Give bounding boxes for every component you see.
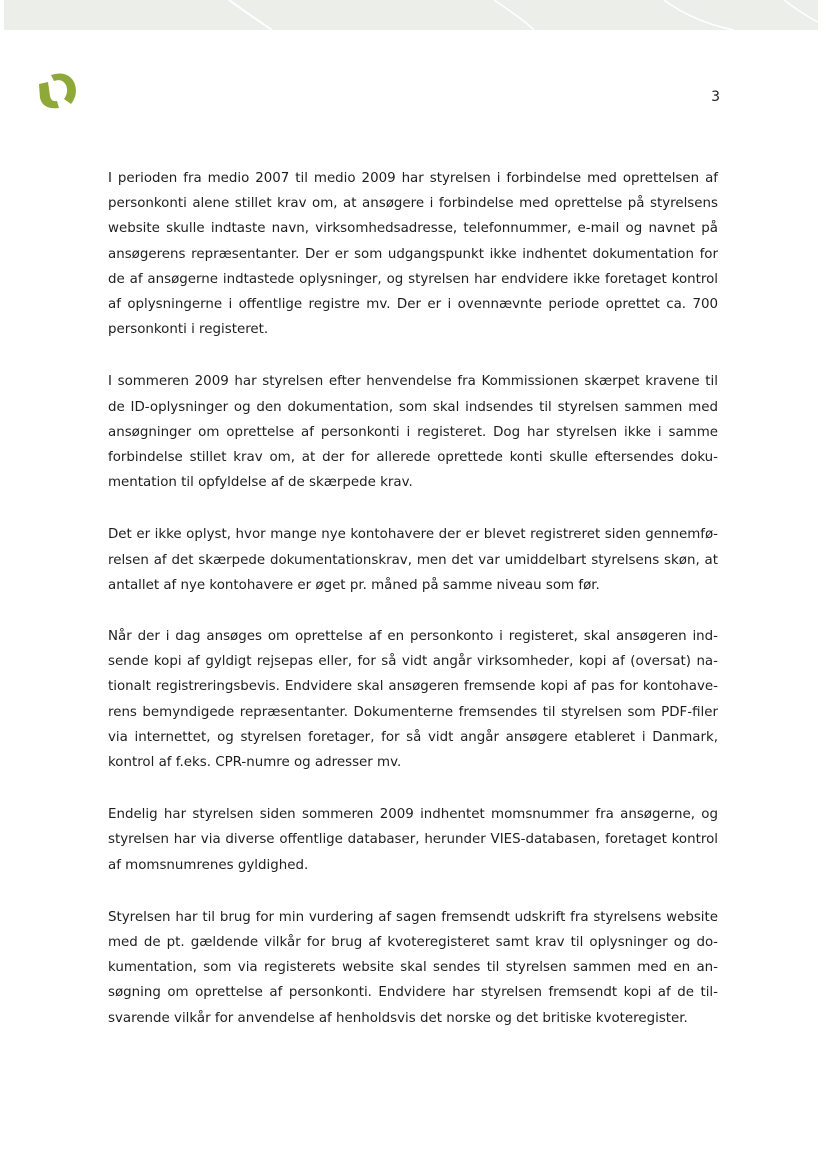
- paragraph: I perioden fra medio 2007 til medio 2009 har styrelsen i forbindelse med oprettelsen af personkonti alene stillet krav om, at ansøgere i forbindelse med oprettelse på styrelsens website skulle indtaste navn, virksomhedsadresse, telefonnummer, e-mail og navnet på ansøgerens repræsentanter. Der er som udgangspunkt ikke indhentet dokumentation for de af ansøgerne indtastede oplysninger, og styrelsen har endvidere ikke foretaget kontrol af oplysningerne i offentlige registre mv. Der er i ovennævnte periode oprettet ca. 700 personkonti i registeret.: [108, 171, 718, 338]
- paragraph: Styrelsen har til brug for min vurdering af sagen fremsendt udskrift fra styrelsens website med de pt. gældende vilkår for brug af kvoteregisteret samt krav til oplysninger og dokumentation, som via registerets website skal sendes til styrelsen sammen med en ansøgning om oprettelse af personkonti. Endvidere har styrelsen fremsendt kopi af de tilsvarende vilkår for anvendelse af henholdsvis det norske og det britiske kvoteregister.: [108, 909, 718, 1026]
- header-band-pattern: [4, 0, 818, 30]
- header-band: [4, 0, 818, 30]
- paragraph: Endelig har styrelsen siden sommeren 2009 indhentet momsnummer fra ansøgerne, og styrelsen har via diverse offentlige databaser, herunder VIES-databasen, foretaget kontrol af momsnumrenes gyldighed.: [108, 807, 718, 873]
- paragraph: Når der i dag ansøges om oprettelse af en personkonto i registeret, skal ansøgeren indsende kopi af gyldigt rejsepas eller, for så vidt angår virksomheder, kopi af (oversat) nationalt registreringsbevis. Endvidere skal ansøgeren fremsende kopi af pas for kontohaverens bemyndigede repræsentanter. Dokumenterne fremsendes til styrelsen som PDF-filer via internettet, og styrelsen foretager, for så vidt angår ansøgere etableret i Danmark, kontrol af f.eks. CPR-numre og adresser mv.: [108, 629, 718, 771]
- page-number: 3: [711, 89, 720, 105]
- organization-logo-icon: [37, 72, 79, 110]
- paragraph: Det er ikke oplyst, hvor mange nye kontohavere der er blevet registreret siden gennemførelsen af det skærpede dokumentationskrav, men det var umiddelbart styrelsens skøn, at antallet af nye kontohavere er øget pr. måned på samme niveau som før.: [108, 527, 718, 593]
- paragraph: I sommeren 2009 har styrelsen efter henvendelse fra Kommissionen skærpet kravene til de ID-oplysninger og den dokumentation, som skal indsendes til styrelsen sammen med ansøgninger om oprettelse af personkonti i registeret. Dog har styrelsen ikke i samme forbindelse stillet krav om, at der for allerede oprettede konti skulle eftersendes dokumentation til opfyldelse af de skærpede krav.: [108, 374, 718, 491]
- document-body: [108, 166, 718, 1058]
